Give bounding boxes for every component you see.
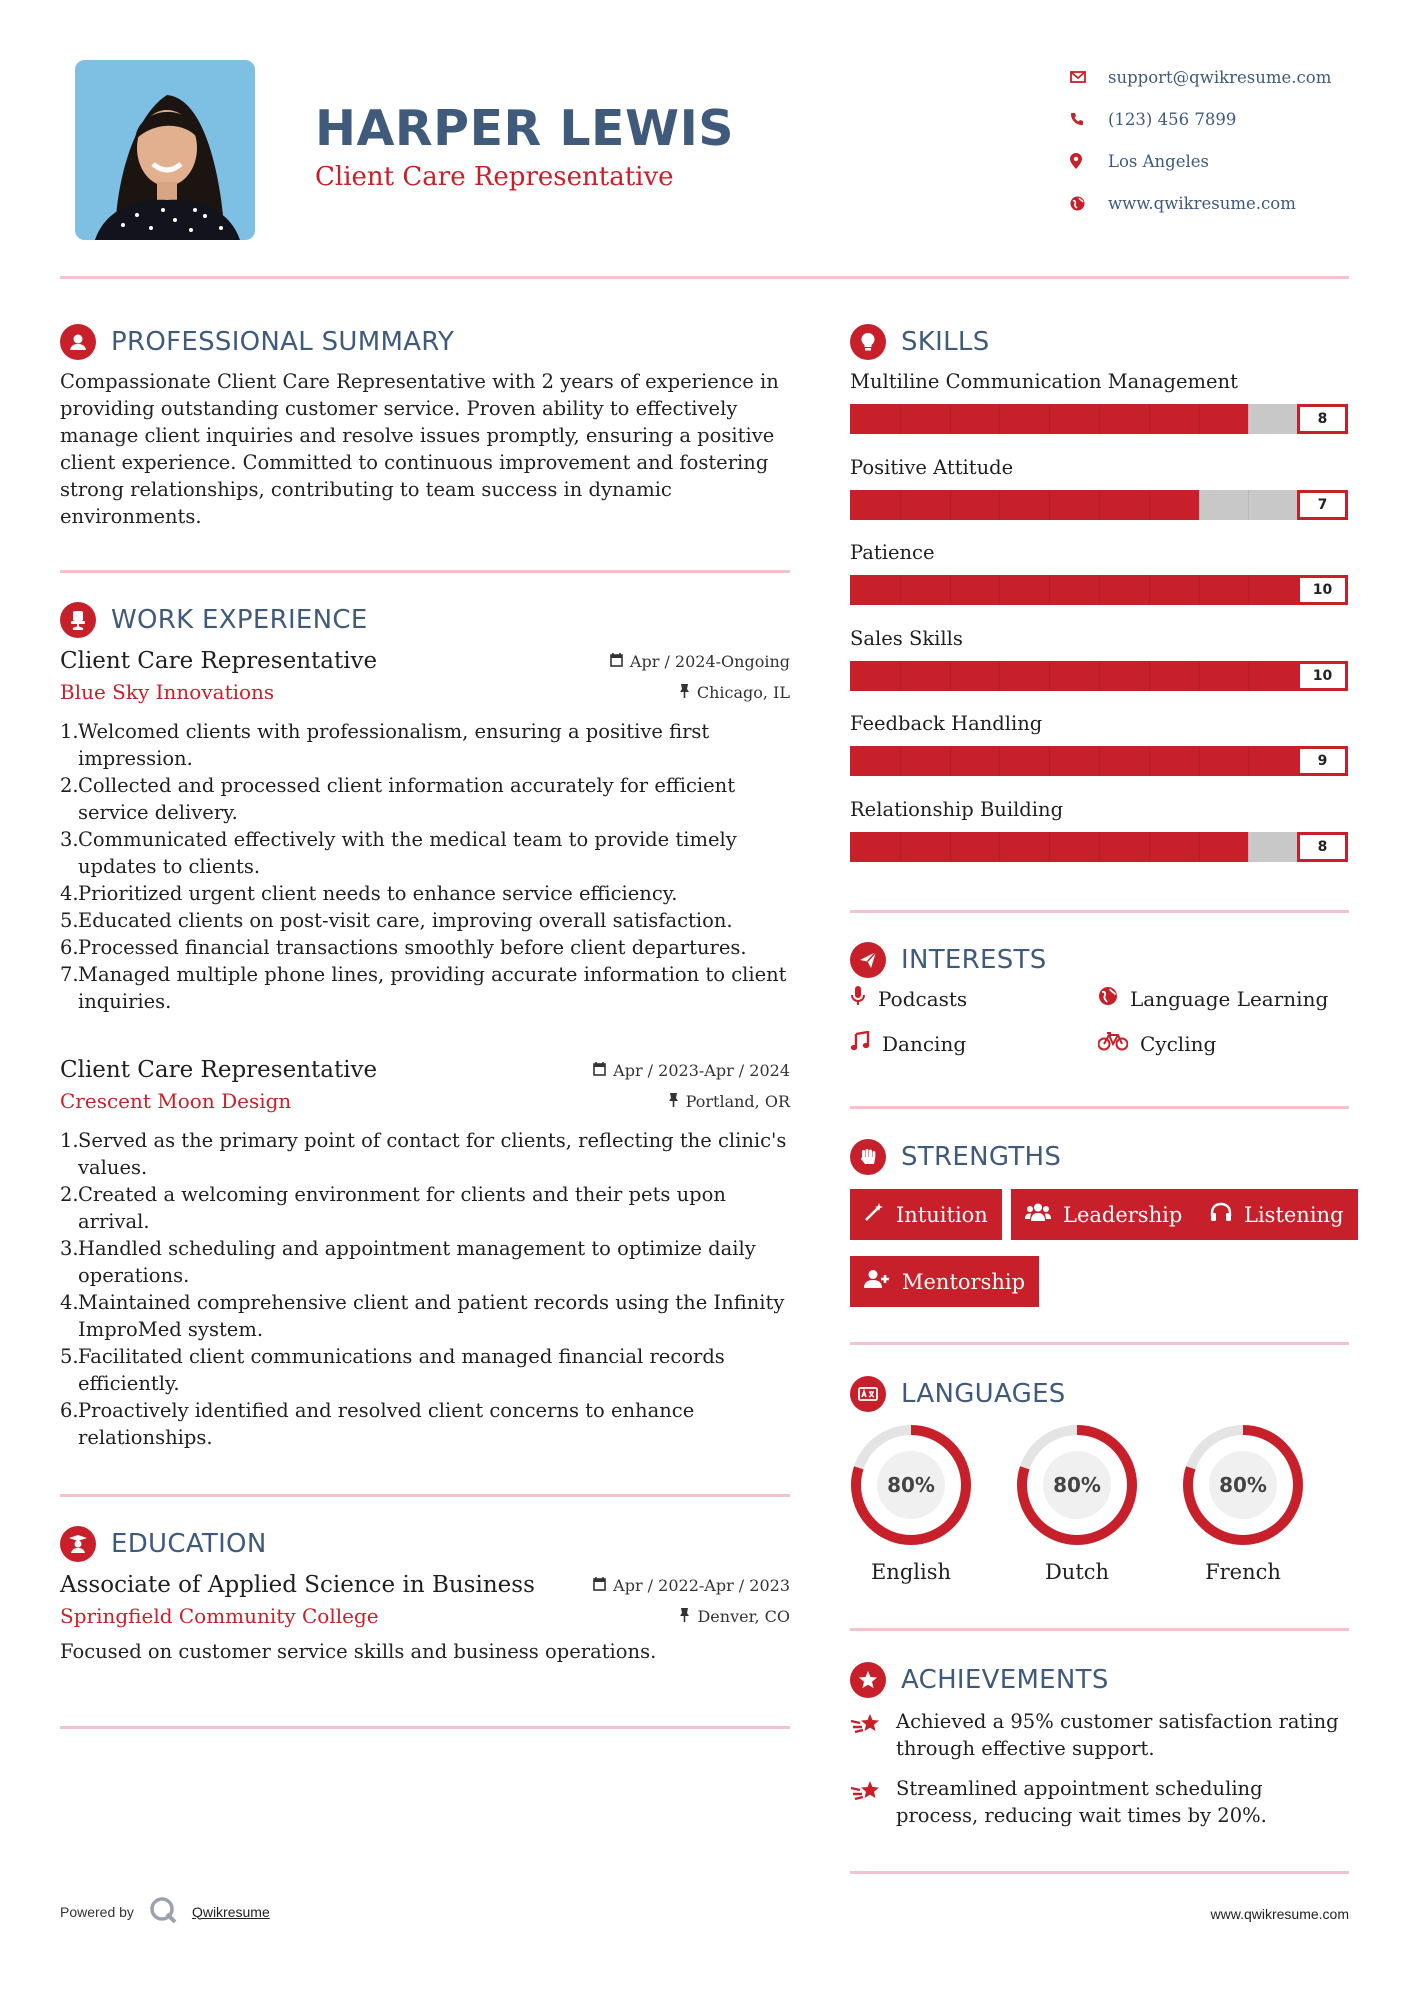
skill-bar-segment (1099, 746, 1100, 776)
users-icon (1025, 1202, 1051, 1227)
skill-bar-segment (900, 746, 901, 776)
skills-list (850, 368, 1350, 881)
skill-bar-segment (1248, 404, 1249, 434)
magic-wand-icon (864, 1202, 884, 1227)
achievement-item (850, 1775, 1350, 1829)
job-responsibilities (60, 1127, 790, 1451)
skill-label: Feedback Handling (850, 712, 1043, 735)
experience-heading (60, 602, 368, 638)
list-item: 4. Prioritized urgent client needs to enhance service efficiency. (60, 882, 678, 905)
skill-label: Sales Skills (850, 626, 963, 650)
footer-branding (60, 1895, 270, 1928)
skill-bar-segment (1149, 490, 1150, 520)
list-item: 5. Educated clients on post-visit care, improving overall satisfaction. (60, 909, 733, 932)
candidate-title: Client Care Representative (315, 162, 674, 192)
strength-label: Mentorship (902, 1269, 1026, 1294)
skill-bar-segment (1049, 404, 1050, 434)
pushpin-icon (668, 1092, 679, 1111)
list-item: 2. Created a welcoming environment for clients and their pets upon arrival. (60, 1183, 726, 1233)
lightbulb-icon (850, 324, 886, 360)
strength-tag (850, 1189, 1002, 1240)
skill-item (850, 710, 1350, 796)
skill-bar (850, 404, 1348, 434)
list-item: 1. Served as the primary point of contact for clients, reflecting the clinic's values. (60, 1129, 787, 1179)
skill-bar (850, 490, 1348, 520)
shooting-star-icon (850, 1779, 882, 1829)
calendar-icon (610, 652, 623, 671)
summary-title: PROFESSIONAL SUMMARY (111, 327, 455, 357)
powered-by-text: Powered by (60, 1903, 134, 1920)
section-divider (850, 910, 1349, 913)
skill-bar-segment (1099, 661, 1100, 691)
contact-list (1070, 56, 1400, 224)
achievement-item (850, 1708, 1350, 1762)
skill-bar-segment (1149, 404, 1150, 434)
skill-bar-segment (1248, 661, 1249, 691)
education-title: EDUCATION (111, 1529, 267, 1559)
pushpin-icon (679, 683, 690, 702)
skill-label: Relationship Building (850, 797, 1064, 821)
list-item: 4. Maintained comprehensive client and patient records using the Infinity ImproMed system. (60, 1291, 785, 1341)
list-item: 2. Collected and processed client information accurately for efficient service delivery. (60, 774, 736, 824)
skill-bar-segment (900, 575, 901, 605)
skill-bar-segment (1049, 746, 1050, 776)
shooting-star-icon (850, 1712, 882, 1762)
interest-label: Dancing (882, 1031, 967, 1056)
language-ring (850, 1424, 972, 1546)
education-heading (60, 1526, 267, 1562)
skill-bar-segment (1248, 490, 1249, 520)
achievements-title: ACHIEVEMENTS (901, 1665, 1109, 1695)
qwikresume-link[interactable]: Qwikresume (191, 1903, 270, 1920)
job-role: Client Care Representative (60, 1057, 378, 1083)
strength-tag (1196, 1189, 1358, 1240)
education-entry (60, 1572, 790, 1665)
paper-plane-icon (850, 942, 886, 978)
skill-item (850, 368, 1350, 454)
list-item: 6. Processed financial transactions smoothly before client departures. (60, 936, 747, 959)
star-badge-icon (850, 1662, 886, 1698)
skill-level: 10 (1297, 661, 1348, 691)
skills-heading (850, 324, 990, 360)
skill-bar-segment (1099, 832, 1100, 862)
skill-bar-segment (1248, 575, 1249, 605)
job-dates (610, 652, 790, 671)
job-entry (60, 1057, 790, 1451)
skill-bar-segment (900, 832, 901, 862)
skill-bar-segment (950, 575, 951, 605)
interest-item (1098, 1031, 1216, 1056)
skill-item (850, 454, 1350, 540)
language-ring (1016, 1424, 1138, 1546)
experience-title: WORK EXPERIENCE (111, 605, 368, 635)
job-location (679, 683, 790, 702)
envelope-icon (1070, 71, 1108, 83)
skill-level: 7 (1297, 490, 1348, 520)
skill-bar-fill (850, 490, 1199, 520)
education-dates (593, 1576, 790, 1595)
interests-heading (850, 942, 1047, 978)
skill-bar-segment (1199, 832, 1200, 862)
achievement-text: Achieved a 95% customer satisfaction rating through effective support. (896, 1710, 1339, 1760)
skill-bar (850, 832, 1348, 862)
skill-bar-segment (1199, 575, 1200, 605)
skill-bar-segment (1199, 490, 1200, 520)
section-divider (850, 1106, 1349, 1109)
language-name: French (1205, 1560, 1281, 1584)
skill-bar-segment (900, 404, 901, 434)
user-icon (60, 324, 96, 360)
language-item (1182, 1424, 1304, 1584)
interest-label: Cycling (1140, 1031, 1217, 1056)
skill-label: Patience (850, 541, 935, 564)
skill-item (850, 625, 1350, 711)
education-description: Focused on customer service skills and business operations. (60, 1640, 657, 1663)
microphone-icon (850, 986, 866, 1011)
skill-level: 8 (1297, 404, 1348, 434)
language-name: English (870, 1560, 952, 1584)
list-item: 3. Handled scheduling and appointment management to optimize daily operations. (60, 1237, 756, 1287)
phone-icon (1070, 112, 1108, 126)
strengths-title: STRENGTHS (901, 1142, 1062, 1172)
headphones-icon (1210, 1202, 1232, 1227)
languages-title: LANGUAGES (901, 1379, 1066, 1409)
list-item: 7. Managed multiple phone lines, providing accurate information to client inquiries. (60, 963, 787, 1013)
skill-bar-segment (999, 661, 1000, 691)
skill-bar-segment (950, 832, 951, 862)
section-divider (850, 1628, 1349, 1631)
contact-location-text: Los Angeles (1108, 151, 1209, 171)
skill-level: 9 (1297, 746, 1348, 776)
skill-bar-segment (1099, 404, 1100, 434)
language-percent: 80% (1219, 1473, 1267, 1497)
skill-bar-segment (999, 490, 1000, 520)
contact-location (1070, 140, 1400, 182)
language-percent: 80% (887, 1473, 935, 1497)
skill-bar-segment (1149, 746, 1150, 776)
globe-icon (1070, 196, 1108, 211)
fist-icon (850, 1139, 886, 1175)
job-responsibilities (60, 718, 790, 1015)
skill-bar-segment (900, 661, 901, 691)
candidate-name: HARPER LEWIS (315, 100, 735, 157)
education-location (679, 1607, 790, 1626)
interest-item (850, 986, 967, 1011)
skill-bar-fill (850, 746, 1298, 776)
skill-bar-segment (1199, 404, 1200, 434)
skill-bar (850, 746, 1348, 776)
skill-bar-segment (1248, 746, 1249, 776)
strengths-heading (850, 1139, 1061, 1175)
section-divider (60, 1494, 790, 1497)
strength-label: Listening (1244, 1202, 1344, 1227)
skill-bar-segment (950, 404, 951, 434)
degree: Associate of Applied Science in Business (60, 1572, 535, 1598)
language-item (1016, 1424, 1138, 1584)
user-plus-icon (864, 1269, 890, 1294)
skill-bar-segment (999, 404, 1000, 434)
interest-label: Podcasts (878, 986, 968, 1011)
skill-bar-segment (1099, 575, 1100, 605)
header-divider (60, 276, 1349, 279)
job-location (668, 1092, 790, 1111)
achievement-text: Streamlined appointment scheduling process, reducing wait times by 20%. (896, 1777, 1267, 1827)
job-dates-text: Apr / 2024-Ongoing (629, 651, 790, 671)
skill-bar-segment (1248, 832, 1249, 862)
interest-label: Language Learning (1130, 986, 1329, 1011)
globe-icon (1098, 986, 1118, 1011)
language-name: Dutch (1044, 1560, 1110, 1584)
interests-title: INTERESTS (901, 945, 1047, 975)
school: Springfield Community College (60, 1604, 379, 1628)
skill-bar-segment (900, 490, 901, 520)
skill-bar-segment (1149, 575, 1150, 605)
job-location-text: Chicago, IL (696, 682, 790, 702)
job-dates-text: Apr / 2023-Apr / 2024 (613, 1060, 790, 1080)
map-pin-icon (1070, 153, 1108, 169)
skill-bar (850, 661, 1348, 691)
list-item: 6. Proactively identified and resolved client concerns to enhance relationships. (60, 1399, 695, 1449)
qwikresume-logo-icon (148, 1895, 178, 1928)
skill-bar-segment (999, 575, 1000, 605)
summary-heading (60, 324, 454, 360)
skill-bar (850, 575, 1348, 605)
section-divider (60, 1726, 790, 1729)
skill-bar-segment (1199, 746, 1200, 776)
skill-bar-segment (1049, 661, 1050, 691)
skill-bar-segment (1049, 832, 1050, 862)
skill-bar-segment (1149, 832, 1150, 862)
skill-bar-segment (999, 746, 1000, 776)
contact-phone-text: (123) 456 7899 (1108, 109, 1237, 129)
section-divider (60, 570, 790, 573)
list-item: 1. Welcomed clients with professionalism, ensuring a positive first impression. (60, 720, 710, 770)
language-ring (1182, 1424, 1304, 1546)
language-percent: 80% (1053, 1473, 1101, 1497)
skill-bar-segment (1049, 490, 1050, 520)
job-dates (593, 1061, 790, 1080)
contact-website-text: www.qwikresume.com (1108, 193, 1296, 213)
footer-website[interactable]: www.qwikresume.com (1210, 1906, 1349, 1922)
calendar-icon (593, 1061, 606, 1080)
job-location-text: Portland, OR (685, 1091, 790, 1111)
strength-label: Leadership (1063, 1202, 1183, 1227)
job-company: Blue Sky Innovations (60, 680, 275, 704)
strength-tag (850, 1256, 1039, 1307)
summary-text: Compassionate Client Care Representative with 2 years of experience in providing outstanding customer service. Proven ability to effectively manage client inquiries and resolve issues promptly, ensuring a positive client experience. Committed to continuous improvement and fostering strong relationships, contributing to team success in dynamic environments. (60, 370, 779, 528)
list-item: 3. Communicated effectively with the medical team to provide timely updates to clients. (60, 828, 737, 878)
translate-icon (850, 1376, 886, 1412)
music-note-icon (850, 1031, 870, 1056)
skill-label: Positive Attitude (850, 455, 1014, 479)
skills-title: SKILLS (901, 327, 990, 357)
skill-item (850, 796, 1350, 882)
job-role: Client Care Representative (60, 648, 378, 674)
skill-bar-segment (950, 746, 951, 776)
list-item: 5. Facilitated client communications and managed financial records efficiently. (60, 1345, 725, 1395)
profile-photo (75, 60, 255, 240)
strength-tag (1011, 1189, 1196, 1240)
pushpin-icon (679, 1607, 690, 1626)
strength-label: Intuition (896, 1202, 988, 1227)
skill-item (850, 539, 1350, 625)
skill-level: 8 (1297, 832, 1348, 862)
office-chair-icon (60, 602, 96, 638)
skill-bar-segment (1099, 490, 1100, 520)
contact-website[interactable] (1070, 182, 1400, 224)
graduate-icon (60, 1526, 96, 1562)
skill-label: Multiline Communication Management (850, 370, 1238, 393)
skill-bar-segment (950, 490, 951, 520)
contact-email-text: support@qwikresume.com (1108, 67, 1332, 87)
skill-bar-segment (950, 661, 951, 691)
contact-email[interactable] (1070, 56, 1400, 98)
bicycle-icon (1098, 1031, 1128, 1056)
languages-heading (850, 1376, 1066, 1412)
language-item (850, 1424, 972, 1584)
education-dates-text: Apr / 2022-Apr / 2023 (613, 1575, 790, 1595)
section-divider (850, 1342, 1349, 1345)
skill-bar-segment (999, 832, 1000, 862)
calendar-icon (593, 1576, 606, 1595)
interest-item (850, 1031, 966, 1056)
section-divider (850, 1871, 1349, 1874)
job-entry (60, 648, 790, 1015)
contact-phone[interactable] (1070, 98, 1400, 140)
education-location-text: Denver, CO (697, 1606, 790, 1626)
job-company: Crescent Moon Design (60, 1089, 292, 1113)
skill-bar-segment (1049, 575, 1050, 605)
skill-bar-segment (1149, 661, 1150, 691)
skill-level: 10 (1297, 575, 1348, 605)
skill-bar-segment (1199, 661, 1200, 691)
interest-item (1098, 986, 1328, 1011)
achievements-heading (850, 1662, 1109, 1698)
